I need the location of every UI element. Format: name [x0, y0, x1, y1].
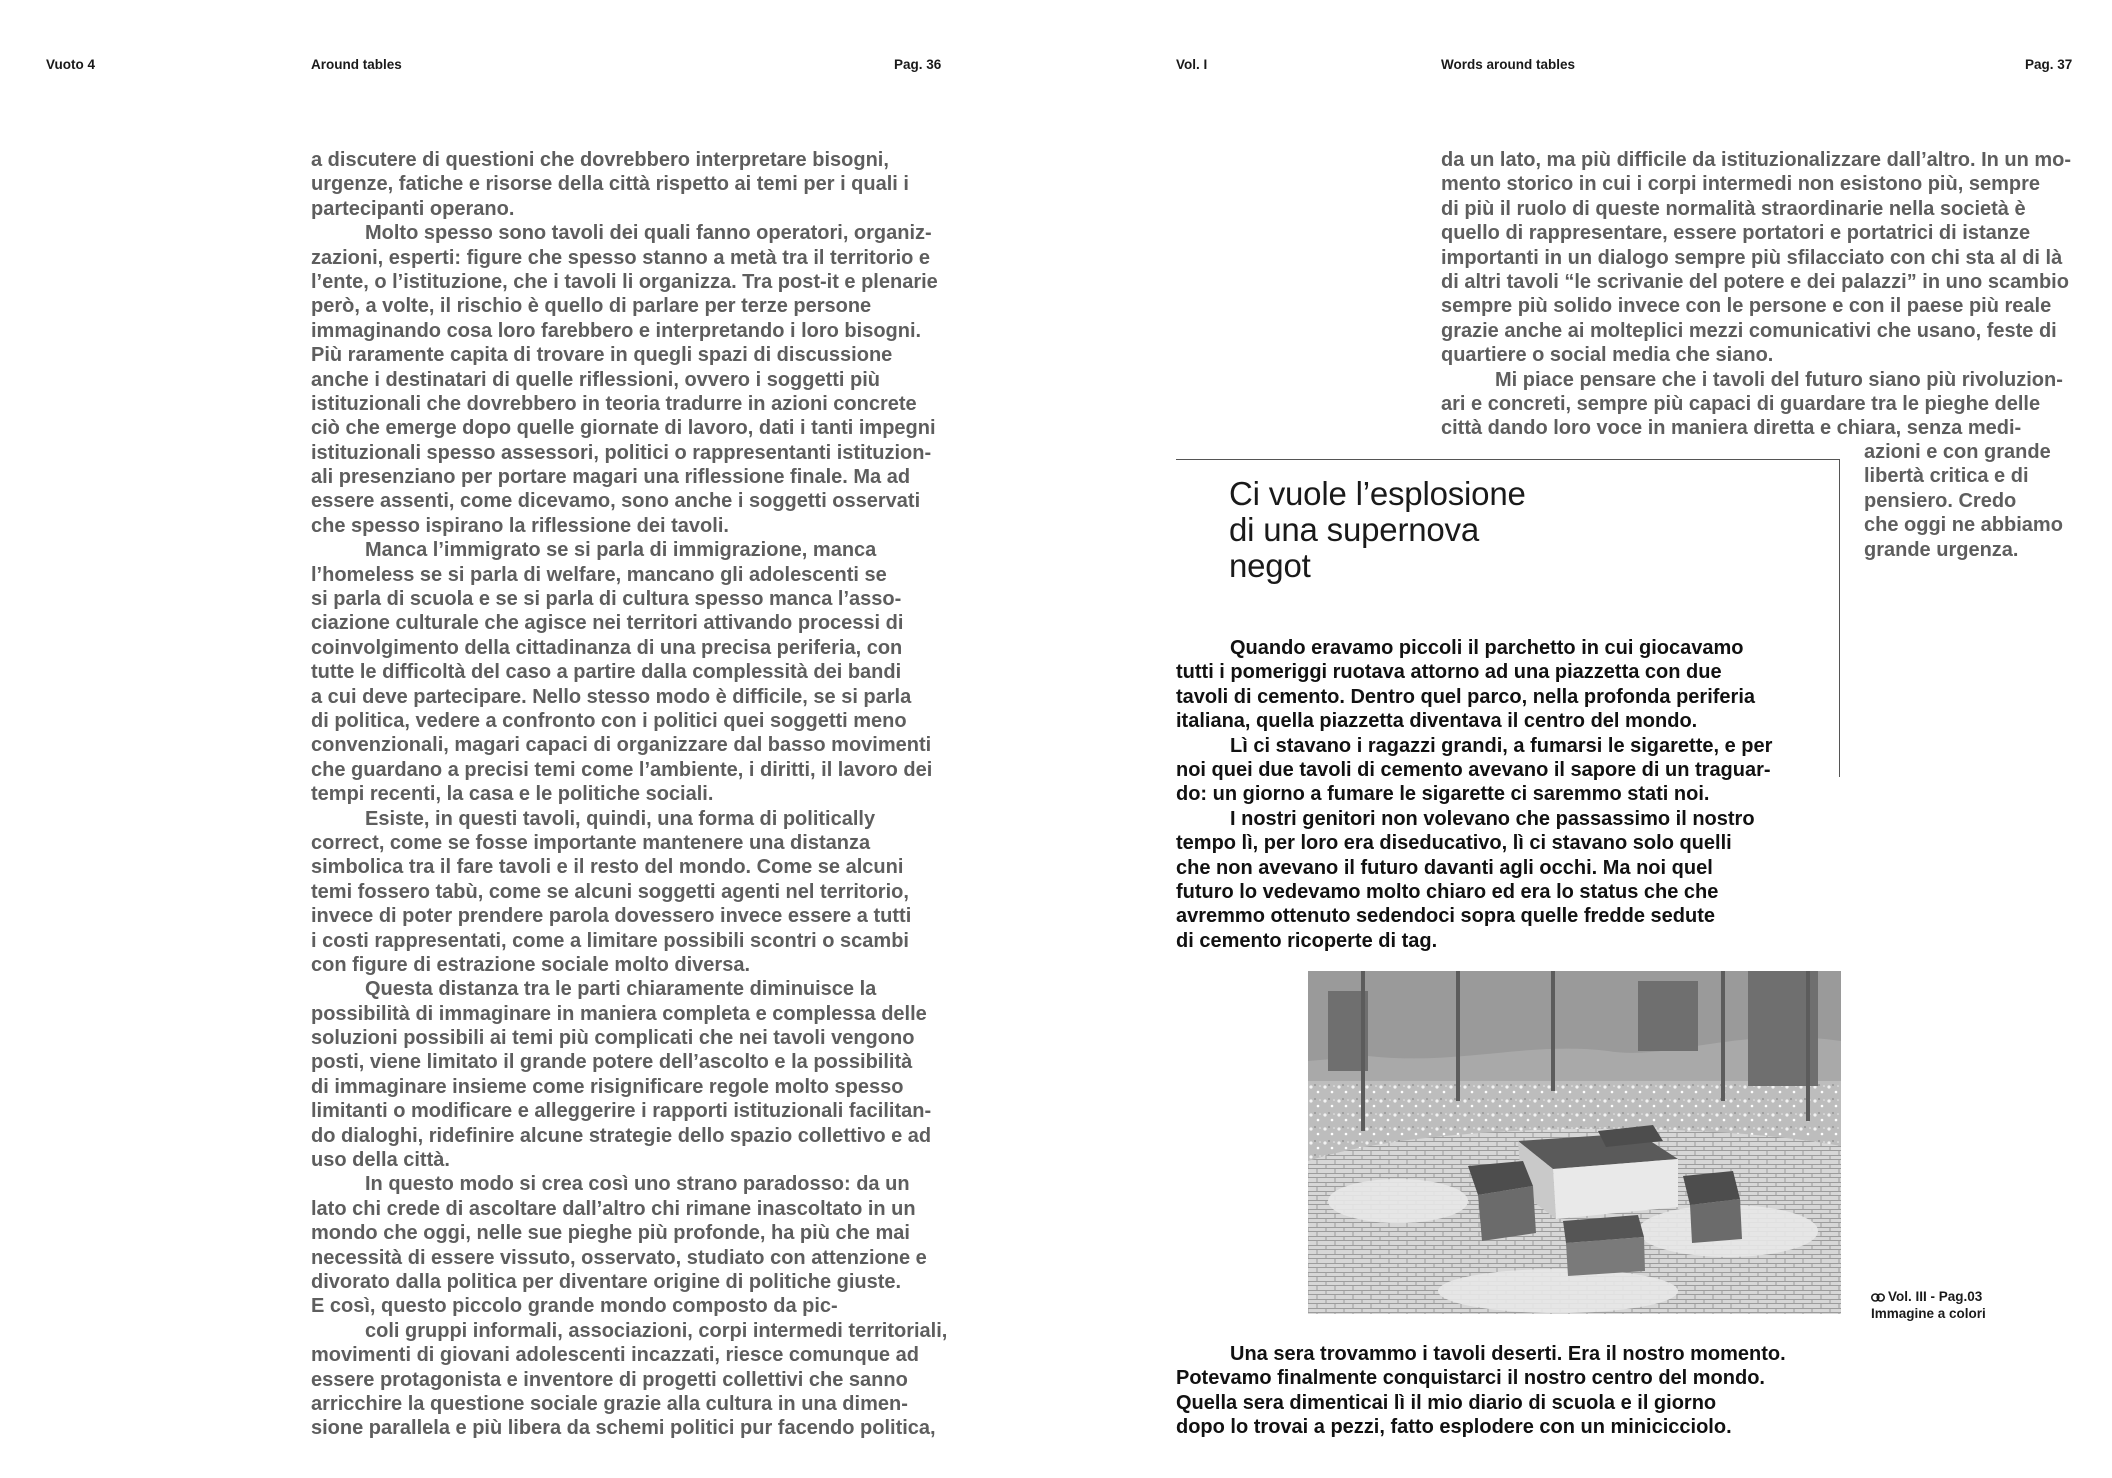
text-line: l’homeless se si parla di welfare, mancano gli adolescenti se [311, 563, 887, 586]
text-line: Quando eravamo piccoli il parchetto in cui giocavamo [1230, 637, 1744, 659]
text-line: città dando loro voce in maniera diretta e chiara, senza medi- [1441, 417, 2022, 440]
text-line: a cui deve partecipare. Nello stesso modo è difficile, se si parla [311, 685, 912, 708]
text-line: mondo che oggi, nelle sue pieghe più profonde, ha più che mai [311, 1222, 910, 1245]
text-line: di immaginare insieme come risignificare regole molto spesso [311, 1075, 904, 1098]
text-line: italiana, quella piazzetta diventava il centro del mondo. [1176, 710, 1698, 733]
caption-ref-text: Vol. III - Pag.03 [1888, 1289, 1983, 1304]
link-icon [1871, 1293, 1885, 1302]
text-line: uso della città. [311, 1149, 450, 1172]
text-line: tavoli di cemento. Dentro quel parco, nella profonda periferia [1176, 685, 1755, 708]
text-line: tempo lì, per loro era diseducativo, lì ci stavano solo quelli [1176, 832, 1732, 855]
running-header-section: Around tables [311, 57, 402, 72]
pull-quote-heading [1229, 476, 1526, 584]
text-line: tutte le difficoltà del caso a partire dalla complessità dei bandi [311, 661, 902, 684]
text-line: Lì ci stavano i ragazzi grandi, a fumarsi le sigarette, e per [1230, 734, 1773, 757]
text-line: Manca l’immigrato se si parla di immigrazione, manca [365, 539, 877, 562]
text-line: In questo modo si crea così uno strano paradosso: da un [365, 1173, 910, 1196]
text-line: che guardano a precisi temi come l’ambiente, i diritti, il lavoro dei [311, 758, 933, 781]
photo-caption [1871, 1288, 1986, 1322]
text-line: importanti in un dialogo sempre più sfilacciato con chi sta al di là [1441, 246, 2063, 269]
text-line: istituzionali che dovrebbero in teoria tradurre in azioni concrete [311, 392, 917, 415]
text-line: che oggi ne abbiamo [1864, 514, 2063, 537]
quote-box-right-rule [1839, 459, 1840, 777]
text-line: anche i destinatari di quelle riflessioni, ovvero i soggetti più [311, 368, 881, 391]
text-line: tutti i pomeriggi ruotava attorno ad una piazzetta con due [1176, 661, 1722, 684]
story-ending-text [1176, 1342, 1786, 1440]
text-line: do dialoghi, ridefinire alcune strategie dello spazio collettivo e ad [311, 1124, 932, 1147]
text-line: quartiere o social media che siano. [1441, 344, 1774, 367]
text-line: noi quei due tavoli di cemento avevano il sapore di un traguar- [1176, 758, 1771, 781]
text-line: zazioni, esperti: figure che spesso stanno a metà tra il territorio e [311, 246, 931, 269]
text-line: libertà critica e di [1864, 465, 2029, 488]
text-line: I nostri genitori non volevano che passassimo il nostro [1230, 807, 1755, 830]
text-line: simbolica tra il fare tavoli e il resto del mondo. Come se alcuni [311, 856, 904, 879]
text-line: ari e concreti, sempre più capaci di guardare tra le pieghe delle [1441, 392, 2041, 415]
text-line: urgenze, fatiche e risorse della città rispetto ai temi per i quali i [311, 173, 909, 196]
text-line: ciazione culturale che agisce nei territori attivando processi di [311, 612, 904, 635]
text-line: coinvolgimento della cittadinanza di una precisa periferia, con [311, 636, 903, 659]
text-line: Quella sera dimenticai lì il mio diario di scuola e il giorno [1176, 1391, 1717, 1414]
text-line: si parla di scuola e se si parla di cultura spesso manca l’asso- [311, 588, 902, 611]
text-line: istituzionali spesso assessori, politici o rappresentanti istituzion- [311, 441, 932, 464]
text-line: ali presenziano per portare magari una riflessione finale. Ma ad [311, 466, 911, 489]
text-line: mento storico in cui i corpi intermedi non esistono più, sempre [1441, 173, 2040, 196]
text-line: pensiero. Credo [1864, 489, 2017, 512]
text-line: soluzioni possibili ai temi più complicati che nei tavoli vengono [311, 1027, 915, 1050]
text-line: però, a volte, il rischio è quello di parlare per terze persone [311, 295, 872, 318]
running-header-section: Words around tables [1441, 57, 1576, 72]
text-line: Mi piace pensare che i tavoli del futuro siano più rivoluzion- [1495, 368, 2063, 391]
text-line: sempre più solido invece con le persone e con il paese più reale [1441, 295, 2052, 318]
text-line: che spesso ispirano la riflessione dei tavoli. [311, 514, 729, 537]
text-line: Esiste, in questi tavoli, quindi, una forma di politically [365, 807, 876, 830]
text-line: Molto spesso sono tavoli dei quali fanno operatori, organiz- [365, 222, 932, 245]
text-line: invece di poter prendere parola dovessero invece essere a tutti [311, 905, 912, 928]
pull-quote-line: Ci vuole l’esplosione [1229, 475, 1526, 512]
concrete-tables-photo [1308, 971, 1841, 1314]
text-line: Potevamo finalmente conquistarci il nostro centro del mondo. [1176, 1367, 1765, 1390]
pull-quote-line: di una supernova [1229, 511, 1479, 548]
text-line: a discutere di questioni che dovrebbero interpretare bisogni, [311, 149, 889, 171]
left-page-body-text [311, 148, 947, 1441]
text-line: necessità di essere vissuto, osservato, studiato con attenzione e [311, 1246, 927, 1269]
text-line: tempi recenti, la casa e le politiche sociali. [311, 783, 714, 806]
text-line: Più raramente capita di trovare in quegli spazi di discussione [311, 344, 893, 367]
text-line: E così, questo piccolo grande mondo composto da pic- [311, 1295, 838, 1318]
text-line: arricchire la questione sociale grazie alla cultura in una dimen- [311, 1392, 908, 1415]
text-line: partecipanti operano. [311, 197, 515, 220]
text-line: azioni e con grande [1864, 441, 2051, 463]
quote-box-top-rule [1176, 459, 1840, 460]
side-column-text [1864, 440, 2063, 562]
text-line: limitanti o modificare e alleggerire i rapporti istituzionali facilitan- [311, 1100, 932, 1123]
text-line: lato chi crede di ascoltare dall’altro chi rimane inascoltato in un [311, 1197, 916, 1220]
text-line: Questa distanza tra le parti chiaramente diminuisce la [365, 978, 877, 1001]
page-number: Pag. 36 [894, 57, 942, 72]
text-line: grande urgenza. [1864, 538, 2019, 561]
text-line: movimenti di giovani adolescenti incazzati, riesce comunque ad [311, 1344, 919, 1367]
text-line: quello di rappresentare, essere portatori e portatrici di istanze [1441, 222, 2031, 245]
page-number: Pag. 37 [2025, 57, 2073, 72]
running-header-volume: Vuoto 4 [46, 57, 95, 72]
text-line: possibilità di immaginare in maniera completa e complessa delle [311, 1002, 927, 1025]
caption-note: Immagine a colori [1871, 1306, 1986, 1321]
text-line: ciò che emerge dopo quelle giornate di lavoro, dati i tanti impegni [311, 417, 936, 440]
text-line: i costi rappresentati, come a limitare possibili scontri o scambi [311, 929, 909, 952]
pull-quote-line: negot [1229, 547, 1311, 584]
text-line: di più il ruolo di queste normalità straordinarie nella società è [1441, 197, 2026, 220]
text-line: convenzionali, magari capaci di organizzare dal basso movimenti [311, 734, 932, 757]
right-page-body-text [1441, 148, 2071, 441]
story-text [1176, 636, 1772, 953]
text-line: grazie anche ai molteplici mezzi comunicativi che usano, feste di [1441, 319, 2057, 342]
text-line: di altri tavoli “le scrivanie del potere e dei palazzi” in uno scambio [1441, 270, 2069, 293]
text-line: futuro lo vedevamo molto chiaro ed era lo status che che [1176, 880, 1719, 903]
text-line: l’ente, o l’istituzione, che i tavoli li organizza. Tra post-it e plenarie [311, 270, 938, 293]
text-line: sione parallela e più libera da schemi politici pur facendo politica, [311, 1417, 936, 1440]
text-line: di politica, vedere a confronto con i politici quei soggetti meno [311, 709, 907, 732]
caption-cross-reference[interactable] [1871, 1288, 1986, 1305]
text-line: immaginando cosa loro farebbero e interpretando i loro bisogni. [311, 319, 922, 342]
text-line: Una sera trovammo i tavoli deserti. Era il nostro momento. [1230, 1343, 1786, 1365]
text-line: dopo lo trovai a pezzi, fatto esplodere con un minicicciolo. [1176, 1416, 1732, 1439]
text-line: coli gruppi informali, associazioni, corpi intermedi territoriali, [365, 1319, 948, 1342]
text-line: essere protagonista e inventore di progetti collettivi che sanno [311, 1368, 908, 1391]
text-line: do: un giorno a fumare le sigarette ci saremmo stati noi. [1176, 783, 1710, 806]
text-line: avremmo ottenuto sedendoci sopra quelle fredde sedute [1176, 905, 1716, 928]
text-line: correct, come se fosse importante mantenere una distanza [311, 831, 871, 854]
text-line: di cemento ricoperte di tag. [1176, 929, 1438, 952]
text-line: divorato dalla politica per diventare origine di politiche giuste. [311, 1270, 902, 1293]
running-header-volume: Vol. I [1176, 57, 1208, 72]
text-line: che non avevano il futuro davanti agli occhi. Ma noi quel [1176, 856, 1713, 879]
text-line: posti, viene limitato il grande potere dell’ascolto e la possibilità [311, 1051, 913, 1074]
text-line: da un lato, ma più difficile da istituzionalizzare dall’altro. In un mo- [1441, 149, 2072, 171]
text-line: essere assenti, come dicevamo, sono anche i soggetti osservati [311, 490, 921, 513]
text-line: temi fossero tabù, come se alcuni soggetti agenti nel territorio, [311, 880, 909, 903]
text-line: con figure di estrazione sociale molto diversa. [311, 953, 751, 976]
